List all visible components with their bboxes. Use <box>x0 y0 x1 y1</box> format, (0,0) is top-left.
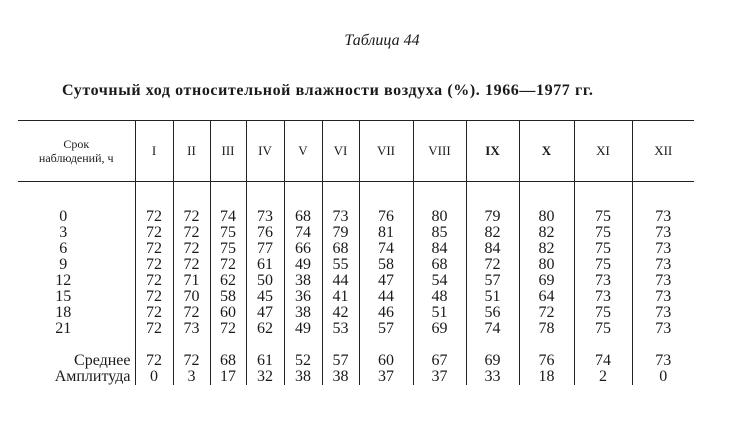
table-cell: 0 <box>135 369 173 385</box>
month-header: IV <box>246 121 284 182</box>
table-cell: 74 <box>466 321 519 337</box>
table-cell: 36 <box>284 289 322 305</box>
table-cell: 84 <box>413 241 466 257</box>
table-cell: 72 <box>173 241 210 257</box>
summary-row <box>18 369 694 385</box>
table-cell: 58 <box>359 257 413 273</box>
table-cell: 49 <box>284 257 322 273</box>
table-cell: 61 <box>246 257 284 273</box>
row-label: 12 <box>55 272 72 289</box>
row-label: 18 <box>55 304 72 321</box>
table-cell: 82 <box>519 225 574 241</box>
table-cell: 72 <box>135 305 173 321</box>
month-header: V <box>284 121 322 182</box>
table-cell: 72 <box>210 257 246 273</box>
table-cell: 72 <box>135 257 173 273</box>
table-cell: 61 <box>246 353 284 369</box>
table-cell: 38 <box>284 305 322 321</box>
table-cell: 73 <box>574 273 632 289</box>
table-cell: 73 <box>632 209 694 225</box>
table-cell: 38 <box>284 369 322 385</box>
table-cell: 72 <box>135 273 173 289</box>
table-cell: 45 <box>246 289 284 305</box>
month-header: VI <box>322 121 359 182</box>
table-cell: 49 <box>284 321 322 337</box>
table-row <box>18 273 694 289</box>
table-cell: 82 <box>519 241 574 257</box>
table-cell: 74 <box>284 225 322 241</box>
row-label: 6 <box>59 240 68 257</box>
table-cell: 74 <box>574 353 632 369</box>
table-cell: 73 <box>632 321 694 337</box>
table-cell: 85 <box>413 225 466 241</box>
spacer-row <box>18 182 694 210</box>
row-label: 21 <box>55 320 72 337</box>
table-cell: 72 <box>173 209 210 225</box>
month-header: XI <box>574 121 632 182</box>
table-cell: 74 <box>359 241 413 257</box>
table-cell: 72 <box>173 257 210 273</box>
table-cell: 80 <box>519 209 574 225</box>
month-header: VIII <box>413 121 466 182</box>
table-cell: 72 <box>210 321 246 337</box>
table-cell: 38 <box>322 369 359 385</box>
month-header: X <box>519 121 574 182</box>
table-cell: 79 <box>322 225 359 241</box>
table-cell: 17 <box>210 369 246 385</box>
month-header: XII <box>632 121 694 182</box>
table-cell: 72 <box>173 225 210 241</box>
table-cell: 67 <box>413 353 466 369</box>
table-cell: 48 <box>413 289 466 305</box>
table-cell: 55 <box>322 257 359 273</box>
table-cell: 64 <box>519 289 574 305</box>
summary-row <box>18 353 694 369</box>
table-cell: 69 <box>519 273 574 289</box>
table-cell: 47 <box>359 273 413 289</box>
table-cell: 81 <box>359 225 413 241</box>
table-cell: 2 <box>574 369 632 385</box>
table-row <box>18 257 694 273</box>
table-cell: 56 <box>466 305 519 321</box>
table-cell: 69 <box>466 353 519 369</box>
table-cell: 57 <box>466 273 519 289</box>
table-cell: 75 <box>210 241 246 257</box>
table-cell: 72 <box>466 257 519 273</box>
table-cell: 76 <box>359 209 413 225</box>
table-cell: 73 <box>632 289 694 305</box>
table-row <box>18 305 694 321</box>
table-cell: 76 <box>246 225 284 241</box>
table-cell: 68 <box>322 241 359 257</box>
table-cell: 60 <box>210 305 246 321</box>
table-cell: 62 <box>246 321 284 337</box>
table-row <box>18 225 694 241</box>
table-cell: 66 <box>284 241 322 257</box>
table-cell: 38 <box>284 273 322 289</box>
month-header: IX <box>466 121 519 182</box>
table-cell: 47 <box>246 305 284 321</box>
row-label: Амплитуда <box>54 368 131 385</box>
table-cell: 73 <box>322 209 359 225</box>
table-row <box>18 321 694 337</box>
table-cell: 72 <box>135 353 173 369</box>
table-cell: 82 <box>466 225 519 241</box>
table-cell: 75 <box>574 305 632 321</box>
table-caption: Суточный ход относительной влажности воздуха (%). 1966—1977 гг. <box>62 82 594 99</box>
table-cell: 72 <box>135 209 173 225</box>
table-cell: 57 <box>322 353 359 369</box>
table-cell: 74 <box>210 209 246 225</box>
row-label: 0 <box>59 208 68 225</box>
table-cell: 44 <box>359 289 413 305</box>
table-cell: 73 <box>246 209 284 225</box>
table-cell: 72 <box>135 225 173 241</box>
table-cell: 75 <box>574 209 632 225</box>
table-cell: 51 <box>466 289 519 305</box>
table-cell: 70 <box>173 289 210 305</box>
table-cell: 73 <box>632 257 694 273</box>
row-label-header-line1: Срок <box>63 137 90 151</box>
table-cell: 33 <box>466 369 519 385</box>
table-cell: 73 <box>632 273 694 289</box>
table-cell: 57 <box>359 321 413 337</box>
table-cell: 72 <box>173 305 210 321</box>
month-header: II <box>173 121 210 182</box>
table-cell: 75 <box>574 321 632 337</box>
table-cell: 32 <box>246 369 284 385</box>
table-cell: 80 <box>413 209 466 225</box>
month-header: I <box>135 121 173 182</box>
table-cell: 46 <box>359 305 413 321</box>
table-cell: 52 <box>284 353 322 369</box>
table-cell: 62 <box>210 273 246 289</box>
table-cell: 73 <box>632 225 694 241</box>
month-header: VII <box>359 121 413 182</box>
table-cell: 72 <box>135 321 173 337</box>
table-cell: 73 <box>173 321 210 337</box>
table-cell: 72 <box>135 241 173 257</box>
table-cell: 78 <box>519 321 574 337</box>
table-cell: 44 <box>322 273 359 289</box>
table-cell: 72 <box>135 289 173 305</box>
table-row <box>18 241 694 257</box>
row-label: 3 <box>59 224 68 241</box>
table-cell: 77 <box>246 241 284 257</box>
table-cell: 73 <box>632 353 694 369</box>
row-label: 9 <box>59 256 68 273</box>
table-cell: 75 <box>210 225 246 241</box>
table-cell: 41 <box>322 289 359 305</box>
row-label-header-line2: наблюдений, ч <box>38 151 114 165</box>
table-cell: 75 <box>574 257 632 273</box>
table-cell: 73 <box>632 305 694 321</box>
table-cell: 72 <box>173 353 210 369</box>
month-header: III <box>210 121 246 182</box>
table-cell: 0 <box>632 369 694 385</box>
table-cell: 73 <box>632 241 694 257</box>
table-cell: 68 <box>413 257 466 273</box>
table-cell: 54 <box>413 273 466 289</box>
table-cell: 58 <box>210 289 246 305</box>
table-cell: 73 <box>574 289 632 305</box>
table-cell: 80 <box>519 257 574 273</box>
table-cell: 68 <box>210 353 246 369</box>
table-cell: 75 <box>574 225 632 241</box>
table-cell: 60 <box>359 353 413 369</box>
table-row <box>18 209 694 225</box>
row-label: Среднее <box>74 352 131 369</box>
row-label-header <box>18 121 135 182</box>
table-cell: 69 <box>413 321 466 337</box>
header-row <box>18 121 694 182</box>
table-cell: 79 <box>466 209 519 225</box>
table-number: Таблица 44 <box>344 32 420 49</box>
table-cell: 71 <box>173 273 210 289</box>
table-cell: 53 <box>322 321 359 337</box>
table-cell: 72 <box>519 305 574 321</box>
table-cell: 68 <box>284 209 322 225</box>
table-cell: 3 <box>173 369 210 385</box>
table-row <box>18 289 694 305</box>
table-cell: 84 <box>466 241 519 257</box>
table-cell: 18 <box>519 369 574 385</box>
table-cell: 42 <box>322 305 359 321</box>
table-cell: 50 <box>246 273 284 289</box>
spacer-row <box>18 337 694 353</box>
table-cell: 75 <box>574 241 632 257</box>
row-label: 15 <box>55 288 72 305</box>
table-cell: 37 <box>359 369 413 385</box>
table-cell: 51 <box>413 305 466 321</box>
table-cell: 37 <box>413 369 466 385</box>
table-cell: 76 <box>519 353 574 369</box>
humidity-table <box>18 120 694 385</box>
